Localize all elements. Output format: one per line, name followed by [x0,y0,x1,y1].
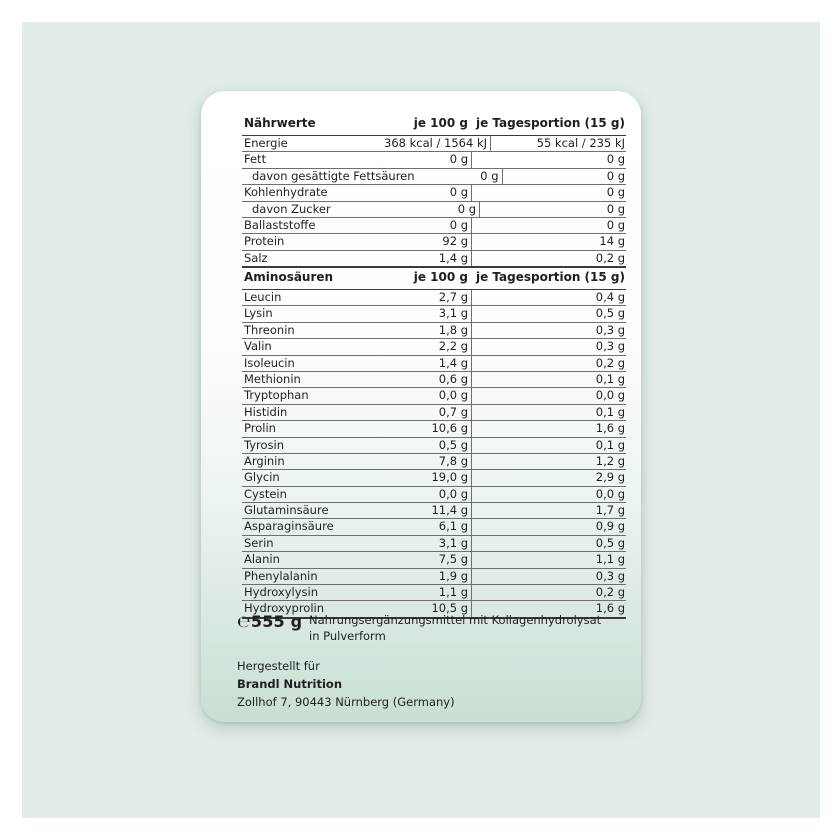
amino-row-per100: 0,7 g [384,405,472,420]
amino-row-name: Glycin [244,470,280,485]
nutrition-row-per100: 0 g [415,169,503,184]
amino-row-per100: 0,0 g [384,487,472,502]
amino-row-per-serving: 1,6 g [595,601,625,616]
amino-header-per-serving: je Tagesportion (15 g) [475,270,625,284]
amino-row-name: Threonin [244,322,295,337]
amino-row-name: Leucin [244,290,282,304]
nutrition-table [242,113,626,268]
amino-row-per100: 3,1 g [384,536,472,551]
nutrition-row-per-serving: 0 g [606,168,625,183]
amino-row-name: Isoleucin [244,355,295,370]
nutrition-row [242,202,626,218]
amino-row-name: Prolin [244,421,276,436]
amino-row-name: Histidin [244,404,288,419]
nutrition-table-body [242,136,626,268]
manufacturer-address: Zollhof 7, 90443 Nürnberg (Germany) [237,695,455,709]
amino-row-per100: 1,8 g [384,323,472,338]
nutrition-row-per100: 0 g [392,202,480,217]
amino-row [242,487,626,503]
amino-row [242,454,626,470]
net-quantity: ℮555 g [237,612,303,631]
amino-row [242,470,626,486]
amino-row-per100: 19,0 g [384,470,472,485]
amino-header-label: Aminosäuren [244,270,334,284]
amino-row-name: Tryptophan [244,388,309,403]
amino-row-name: Valin [244,339,272,354]
amino-row-per-serving: 0,3 g [595,568,625,583]
amino-row-name: Cystein [244,486,287,501]
amino-row [242,438,626,454]
manufacturer-block [237,657,455,711]
nutrition-row-per100: 0 g [384,185,472,200]
amino-row-per100: 0,6 g [384,372,472,387]
amino-row [242,503,626,519]
amino-row-per100: 10,6 g [384,421,472,436]
amino-row [242,306,626,322]
amino-row-per-serving: 0,5 g [595,535,625,550]
amino-row [242,323,626,339]
amino-row-name: Lysin [244,306,273,321]
amino-row-name: Alanin [244,552,280,567]
amino-row-per100: 2,2 g [384,339,472,354]
amino-row-name: Methionin [244,371,301,386]
nutrition-row-name: Fett [244,152,267,167]
amino-row-name: Hydroxylysin [244,585,318,600]
amino-table-body [242,290,626,619]
amino-row [242,339,626,355]
amino-row-per-serving: 1,6 g [595,421,625,436]
amino-row-per100: 1,4 g [384,356,472,371]
amino-row [242,585,626,601]
amino-row-per-serving: 0,3 g [595,322,625,337]
nutrition-table-header [242,113,626,136]
amino-row [242,552,626,568]
nutrition-row-per-serving: 0 g [606,201,625,216]
nutrition-row [242,169,626,185]
amino-row-per-serving: 1,2 g [595,453,625,468]
nutrition-label-card [201,91,641,722]
nutrition-row-name: davon Zucker [252,201,331,216]
amino-acid-table [242,267,626,619]
amino-row-per-serving: 2,9 g [595,470,625,485]
nutrition-row [242,185,626,201]
amino-row-per-serving: 0,9 g [595,519,625,534]
amino-row-name: Phenylalanin [244,568,318,583]
amino-row-per100: 11,4 g [384,503,472,518]
amino-row [242,569,626,585]
amino-row-per-serving: 0,3 g [595,339,625,354]
nutrition-row-per-serving: 55 kcal / 235 kJ [536,136,625,150]
nutrition-row-per100: 368 kcal / 1564 kJ [384,136,491,151]
nutrition-row-per100: 1,4 g [384,251,472,266]
nutrition-row [242,152,626,168]
nutrition-header-per100: je 100 g [413,116,468,130]
manufacturer-name: Brandl Nutrition [237,677,343,691]
amino-row-per-serving: 0,4 g [595,290,625,304]
amino-row [242,356,626,372]
nutrition-row-per-serving: 0 g [606,185,625,200]
amino-row-per-serving: 0,2 g [595,585,625,600]
amino-row [242,536,626,552]
nutrition-row-per-serving: 0,2 g [595,250,625,265]
amino-row [242,290,626,306]
amino-row [242,388,626,404]
nutrition-row-per-serving: 0 g [606,152,625,167]
manufacturer-intro: Hergestellt für [237,659,320,673]
nutrition-row [242,218,626,234]
amino-row-per-serving: 0,1 g [595,404,625,419]
nutrition-row-name: davon gesättigte Fettsäuren [252,168,415,183]
nutrition-row-per-serving: 14 g [599,234,625,249]
amino-row-per100: 0,5 g [384,438,472,453]
amino-row-per100: 1,9 g [384,569,472,584]
nutrition-header-label: Nährwerte [244,116,316,130]
amino-row-per100: 7,5 g [384,552,472,567]
amino-row-name: Hydroxyprolin [244,601,325,616]
amino-row-per100: 2,7 g [384,290,472,305]
amino-row-per100: 1,1 g [384,585,472,600]
amino-row-per-serving: 0,5 g [595,306,625,321]
amino-row [242,405,626,421]
nutrition-row [242,136,626,152]
nutrition-row [242,234,626,250]
nutrition-row-name: Salz [244,250,268,265]
nutrition-row [242,251,626,268]
amino-row-per-serving: 0,1 g [595,437,625,452]
amino-row-per-serving: 0,1 g [595,371,625,386]
amino-header-per100: je 100 g [413,270,468,284]
amino-row-name: Tyrosin [244,437,285,452]
nutrition-row-per100: 0 g [384,218,472,233]
amino-row-per-serving: 0,2 g [595,355,625,370]
nutrition-row-per100: 92 g [384,234,472,249]
amino-row-per100: 6,1 g [384,519,472,534]
amino-row-per-serving: 0,0 g [595,388,625,403]
amino-row-per100: 0,0 g [384,388,472,403]
amino-row-name: Glutaminsäure [244,503,329,518]
nutrition-row-name: Energie [244,136,288,150]
amino-row [242,519,626,535]
nutrition-row-name: Kohlenhydrate [244,185,328,200]
nutrition-row-name: Ballaststoffe [244,217,316,232]
amino-table-header [242,267,626,290]
nutrition-row-name: Protein [244,234,285,249]
amino-row-per100: 7,8 g [384,454,472,469]
amino-row [242,421,626,437]
amino-row [242,372,626,388]
amino-row-per-serving: 1,7 g [595,503,625,518]
amino-row-name: Arginin [244,453,285,468]
amino-row-name: Asparaginsäure [244,519,334,534]
amino-row-per100: 10,5 g [384,601,472,616]
product-description: Nahrungsergänzungsmittel mit Kollagenhydrolysat in Pulverform [309,613,602,643]
amino-row-name: Serin [244,535,274,550]
nutrition-header-per-serving: je Tagesportion (15 g) [475,116,625,130]
amino-row-per100: 3,1 g [384,306,472,321]
nutrition-row-per100: 0 g [384,152,472,167]
amino-row-per-serving: 0,0 g [595,486,625,501]
amino-row-per-serving: 1,1 g [595,552,625,567]
nutrition-row-per-serving: 0 g [606,217,625,232]
